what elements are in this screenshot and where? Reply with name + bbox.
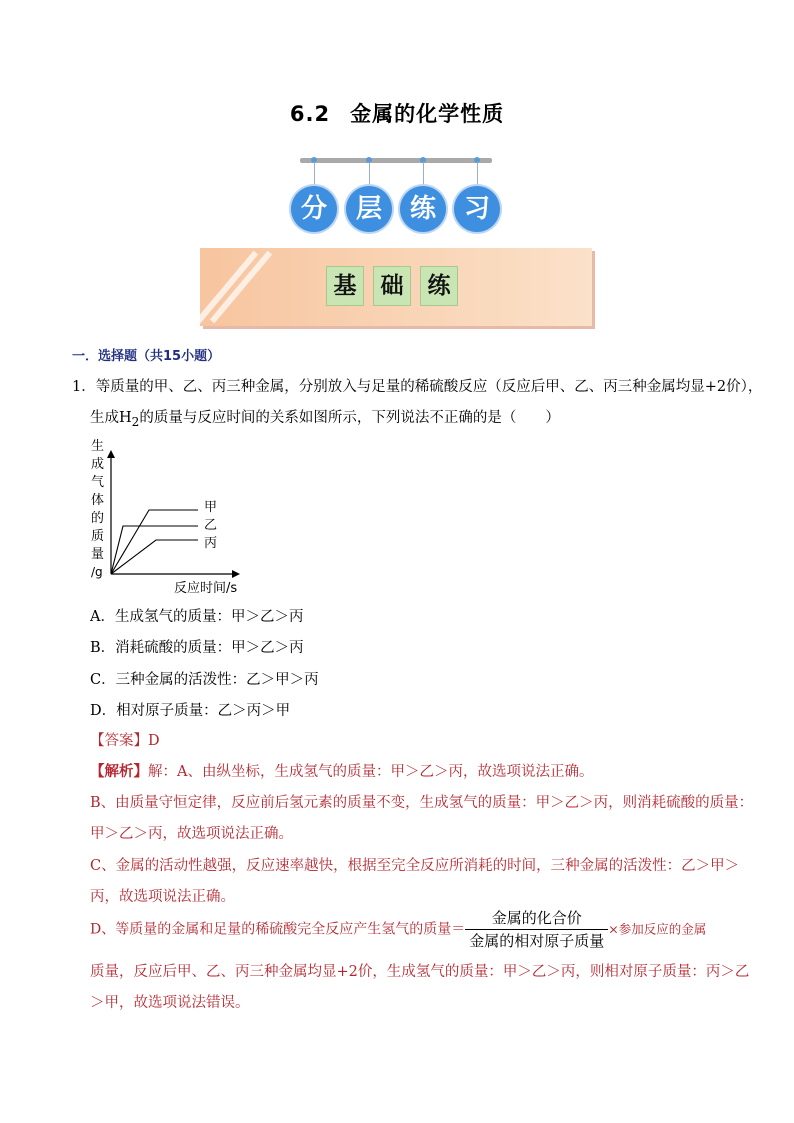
curve-label: 丙 xyxy=(204,536,218,551)
question-stem-line1 xyxy=(72,377,762,397)
curve-label: 甲 xyxy=(204,500,218,515)
analysis-d-line3: ＞甲，故选项说法错误。 xyxy=(90,995,250,1011)
fraction-denominator: 金属的相对原子质量 xyxy=(469,932,605,950)
decor-stripe xyxy=(210,251,272,324)
y-axis-unit: /g xyxy=(91,565,103,579)
y-axis-label-char: 气 xyxy=(91,475,105,490)
option-a: A．生成氢气的质量：甲＞乙＞丙 xyxy=(90,609,304,625)
y-axis-label-char: 质 xyxy=(91,529,105,544)
analysis-c-line1: C、金属的活动性越强，反应速率越快，根据至完全反应所消耗的时间，三种金属的活泼性：乙＞甲＞ xyxy=(90,858,740,874)
y-axis-label-char: 体 xyxy=(91,493,105,508)
curve-yi xyxy=(111,526,198,574)
section-number: 6.2 xyxy=(289,102,331,126)
question-text: 生成H xyxy=(90,410,132,426)
question-number: 1． xyxy=(72,379,96,395)
analysis-b-line2: 甲＞乙＞丙，故选项说法正确。 xyxy=(90,826,293,842)
banner-char: 分 xyxy=(291,186,337,232)
banner-char: 习 xyxy=(454,186,500,232)
analysis-text: 解：A、由纵坐标，生成氢气的质量：甲＞乙＞丙，故选项说法正确。 xyxy=(148,764,594,780)
option-b: B．消耗硫酸的质量：甲＞乙＞丙 xyxy=(90,640,304,656)
curve-label: 乙 xyxy=(204,518,218,533)
question-text: 等质量的甲、乙、丙三种金属，分别放入与足量的稀硫酸反应（反应后甲、乙、丙三种金属均显+2价）， xyxy=(95,379,763,395)
y-axis-label-char: 的 xyxy=(91,511,105,526)
level-char: 基 xyxy=(326,266,364,306)
subscript: 2 xyxy=(131,414,140,429)
y-axis-label-char: 量 xyxy=(91,547,105,562)
answer-label: 【答案】 xyxy=(90,733,148,749)
level-char: 练 xyxy=(420,266,458,306)
banner-string xyxy=(477,162,478,188)
banner-string xyxy=(314,162,315,188)
decor-stripe xyxy=(196,251,258,324)
page-title xyxy=(0,98,794,128)
banner-string xyxy=(423,162,424,188)
y-axis-label-char: 成 xyxy=(91,457,105,472)
y-axis-arrow xyxy=(107,450,115,458)
option-c: C．三种金属的活泼性：乙＞甲＞丙 xyxy=(90,672,319,688)
x-axis-label: 反应时间/s xyxy=(174,581,238,596)
analysis-b-line1: B、由质量守恒定律，反应前后氢元素的质量不变，生成氢气的质量：甲＞乙＞丙，则消耗硫酸的质量： xyxy=(90,795,754,811)
section-heading: 一．选择题（共15小题） xyxy=(72,349,221,364)
formula-fraction xyxy=(465,908,608,951)
curve-bing xyxy=(111,540,198,574)
y-axis-label-char: 生 xyxy=(91,439,105,454)
analysis-c-line2: 丙，故选项说法正确。 xyxy=(90,889,235,905)
question-stem-line2 xyxy=(90,408,560,432)
title-text: 金属的化学性质 xyxy=(350,102,505,126)
analysis-line xyxy=(90,762,593,782)
option-d: D．相对原子质量：乙＞丙＞甲 xyxy=(90,703,291,719)
level-char: 础 xyxy=(373,266,411,306)
answer-value: D xyxy=(148,733,160,749)
analysis-d-line1 xyxy=(90,908,706,951)
banner-rod xyxy=(300,158,492,163)
question-text: 的质量与反应时间的关系如图所示，下列说法不正确的是（ ） xyxy=(139,410,560,426)
reaction-graph xyxy=(86,436,256,596)
x-axis-arrow xyxy=(232,570,240,578)
analysis-label: 【解析】 xyxy=(90,763,148,780)
analysis-text: ×参加反应的金属 xyxy=(608,921,707,937)
analysis-d-line2: 质量，反应后甲、乙、丙三种金属均显+2价，生成氢气的质量：甲＞乙＞丙，则相对原子质量：丙＞乙 xyxy=(90,964,750,980)
answer-line xyxy=(90,731,160,751)
banner-char: 练 xyxy=(400,186,446,232)
fraction-numerator: 金属的化合价 xyxy=(465,908,608,930)
banner-string xyxy=(369,162,370,188)
analysis-text: D、等质量的金属和足量的稀硫酸完全反应产生氢气的质量＝ xyxy=(90,921,466,938)
banner-char: 层 xyxy=(346,186,392,232)
